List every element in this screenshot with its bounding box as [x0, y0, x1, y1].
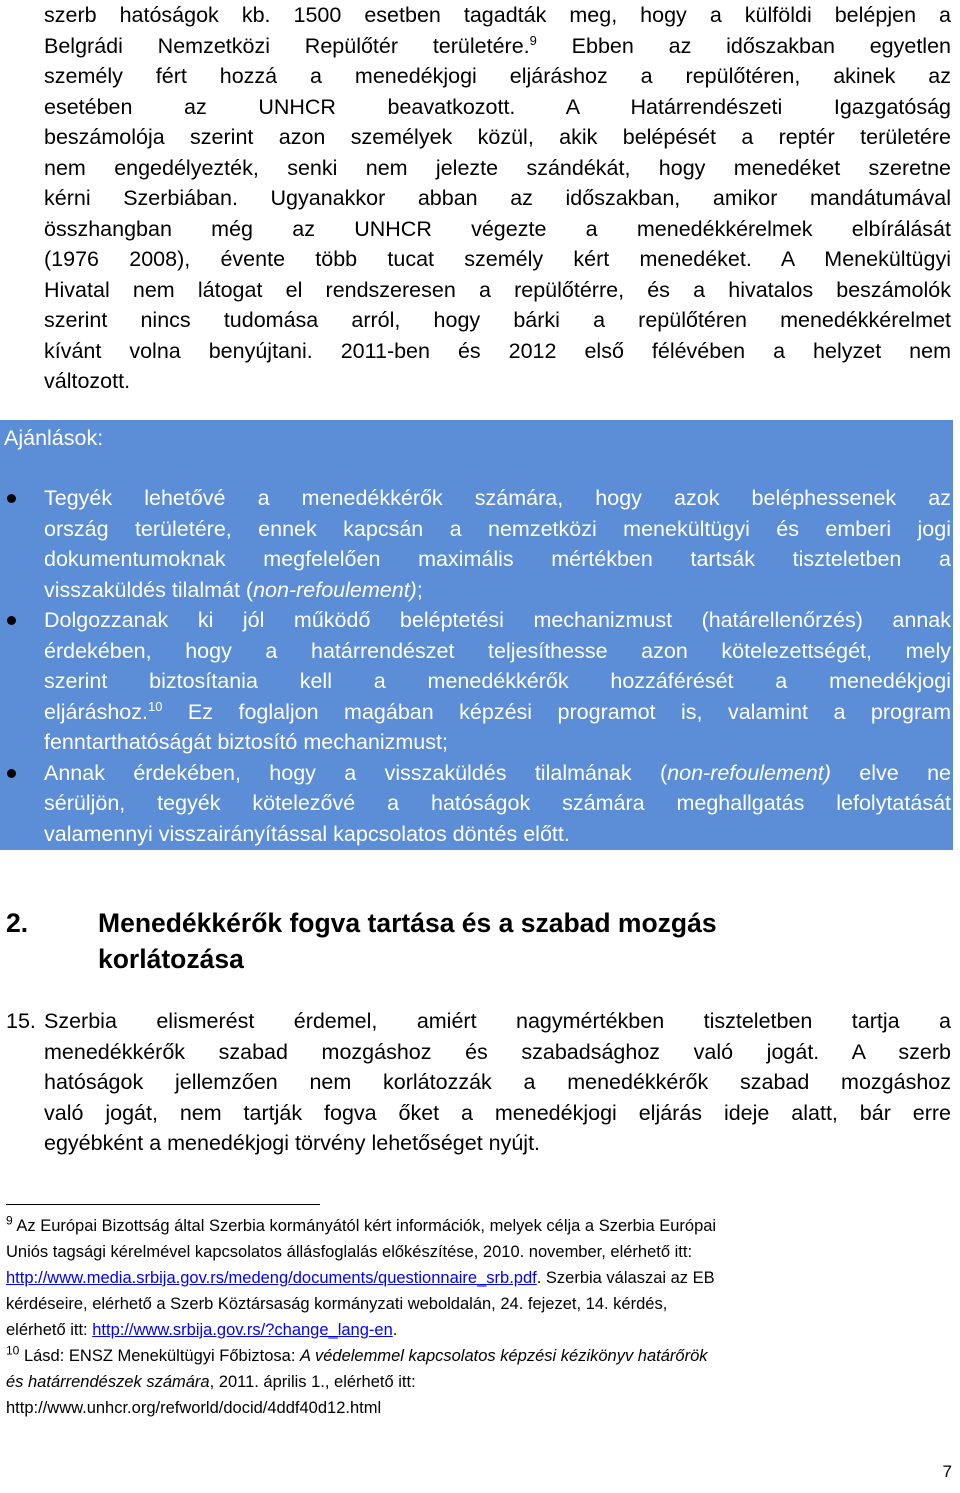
text-line: Dolgozzanak ki jól működő beléptetési mechanizmust (határellenőrzés) annak: [44, 608, 951, 632]
section-title: Menedékkérők fogva tartása és a szabad mozgás korlátozása: [98, 908, 717, 974]
footnote-number: 10: [6, 1343, 20, 1358]
intro-paragraph: [44, 0, 951, 397]
footnote-10-line: http://www.unhcr.org/refworld/docid/4ddf40d12.html: [6, 1399, 382, 1417]
section-number: 2.: [6, 908, 29, 938]
recommendations-box: [0, 420, 953, 850]
text-line: visszaküldés tilalmát (non-refoulement);: [44, 577, 423, 602]
recommendation-item: [44, 483, 951, 605]
page-number: 7: [942, 1462, 952, 1481]
srbija-gov-link[interactable]: http://www.srbija.gov.rs/?change_lang-en: [92, 1321, 393, 1339]
text-line: fenntarthatóságát biztosító mechanizmust;: [44, 730, 448, 754]
footnotes: [6, 1213, 948, 1421]
footnote-9-line: Uniós tagsági kérelmével kapcsolatos állásfoglalás előkészítése, 2010. november, elérhető itt:: [6, 1243, 693, 1261]
text-line: ország területére, ennek kapcsán a nemzetközi menekültügyi és emberi jogi: [44, 516, 951, 541]
text-line: eljáráshoz.$^{10}$ Ez foglaljon magában képzési programot is, valamint a program: [44, 698, 951, 724]
recommendations-list: [44, 483, 951, 849]
text-line: Annak érdekében, hogy a visszaküldés tilalmának (non-refoulement) elve ne: [44, 760, 951, 785]
text-line: egyébként a menedékjogi törvény lehetőséget nyújt.: [44, 1131, 541, 1155]
text-line: érdekében, hogy a határrendészet teljesíthesse azon kötelezettségét, mely: [44, 638, 951, 663]
text-line: hatóságok jellemzően nem korlátozzák a menedékkérők szabad mozgáshoz: [44, 1070, 951, 1094]
text-line: szerb hatóságok kb. 1500 esetben tagadták meg, hogy a külföldi belépjen a: [44, 3, 951, 27]
bullet-icon: [7, 616, 16, 625]
footnote-10-line: és határrendészek számára, 2011. április 1., elérhető itt:: [6, 1373, 416, 1391]
text-line: sérüljön, tegyék kötelezővé a hatóságok számára meghallgatás lefolytatását: [44, 791, 951, 815]
text-line: Hivatal nem látogat el rendszeresen a repülőtérre, és a hivatalos beszámolók: [44, 277, 951, 302]
bullet-icon: [7, 769, 16, 778]
text-line: Szerbia elismerést érdemel, amiért nagymértékben tiszteletben tartja a: [44, 1009, 951, 1033]
text-line: valamennyi visszairányítással kapcsolatos döntés előtt.: [44, 821, 570, 846]
recommendation-item: [44, 605, 951, 758]
text-line: kérni Szerbiában. Ugyanakkor abban az időszakban, amikor mandátumával: [44, 186, 951, 210]
text-line: Belgrádi Nemzetközi Repülőtér területére.$^9$ Ebben az időszakban egyetlen: [44, 32, 951, 58]
paragraph-number: 15.: [6, 1009, 36, 1033]
text-line: esetében az UNHCR beavatkozott. A Határrendészeti Igazgatóság: [44, 94, 951, 119]
recommendations-title: Ajánlások:: [4, 426, 104, 450]
text-line: (1976 2008), évente több tucat személy kért menedéket. A Menekültügyi: [44, 247, 951, 271]
questionnaire-link[interactable]: http://www.media.srbija.gov.rs/medeng/documents/questionnaire_srb.pdf: [6, 1269, 537, 1287]
text-line: való jogát, nem tartják fogva őket a menedékjogi eljárás ideje alatt, bár erre: [44, 1100, 951, 1125]
footnote-9-line: $^9$ Az Európai Bizottság által Szerbia kormányától kért információk, melyek célja a Szerbia Európai: [6, 1213, 717, 1235]
footnote-9-line: kérdéseire, elérhető a Szerb Köztársaság kormányzati weboldalán, 24. fejezet, 14. kérdés,: [6, 1295, 668, 1313]
text-line: beszámolója szerint azon személyek közül, akik belépését a reptér területére: [44, 125, 951, 149]
text-line: nem engedélyezték, senki nem jelezte szándékát, hogy menedéket szeretne: [44, 155, 951, 180]
text-line: összhangban még az UNHCR végezte a menedékkérelmek elbírálását: [44, 216, 951, 241]
text-line: személy fért hozzá a menedékjogi eljáráshoz a repülőtéren, akinek az: [44, 64, 951, 88]
text-line: kívánt volna benyújtani. 2011-ben és 2012 első félévében a helyzet nem: [44, 338, 951, 363]
footnote-separator: [6, 1204, 320, 1205]
footnote-9-line: http://www.media.srbija.gov.rs/medeng/documents/questionnaire_srb.pdf. Szerbia válaszai az EB: [6, 1269, 715, 1287]
text-line: Tegyék lehetővé a menedékkérők számára, hogy azok beléphessenek az: [44, 486, 951, 510]
bullet-icon: [7, 494, 16, 503]
text-line: szerint biztosítania kell a menedékkérők hozzáférését a menedékjogi: [44, 669, 951, 693]
footnote-10-line: $^{10}$ Lásd: ENSZ Menekültügyi Főbiztosa: A védelemmel kapcsolatos képzési kézikönyv határőrök: [6, 1343, 708, 1365]
recommendation-item: [44, 758, 951, 850]
footnote-9-line: elérhető itt: http://www.srbija.gov.rs/?change_lang-en.: [6, 1321, 398, 1339]
text-line: menedékkérők szabad mozgáshoz és szabadsághoz való jogát. A szerb: [44, 1039, 951, 1064]
footnote-ref-9[interactable]: 9: [529, 32, 537, 48]
text-line: dokumentumoknak megfelelően maximális mértékben tartsák tiszteletben a: [44, 547, 951, 571]
footnote-number: 9: [6, 1213, 13, 1228]
text-line: változott.: [44, 369, 131, 393]
text-line: szerint nincs tudomása arról, hogy bárki a repülőtéren menedékkérelmet: [44, 308, 951, 332]
footnote-ref-10[interactable]: 10: [147, 698, 163, 714]
